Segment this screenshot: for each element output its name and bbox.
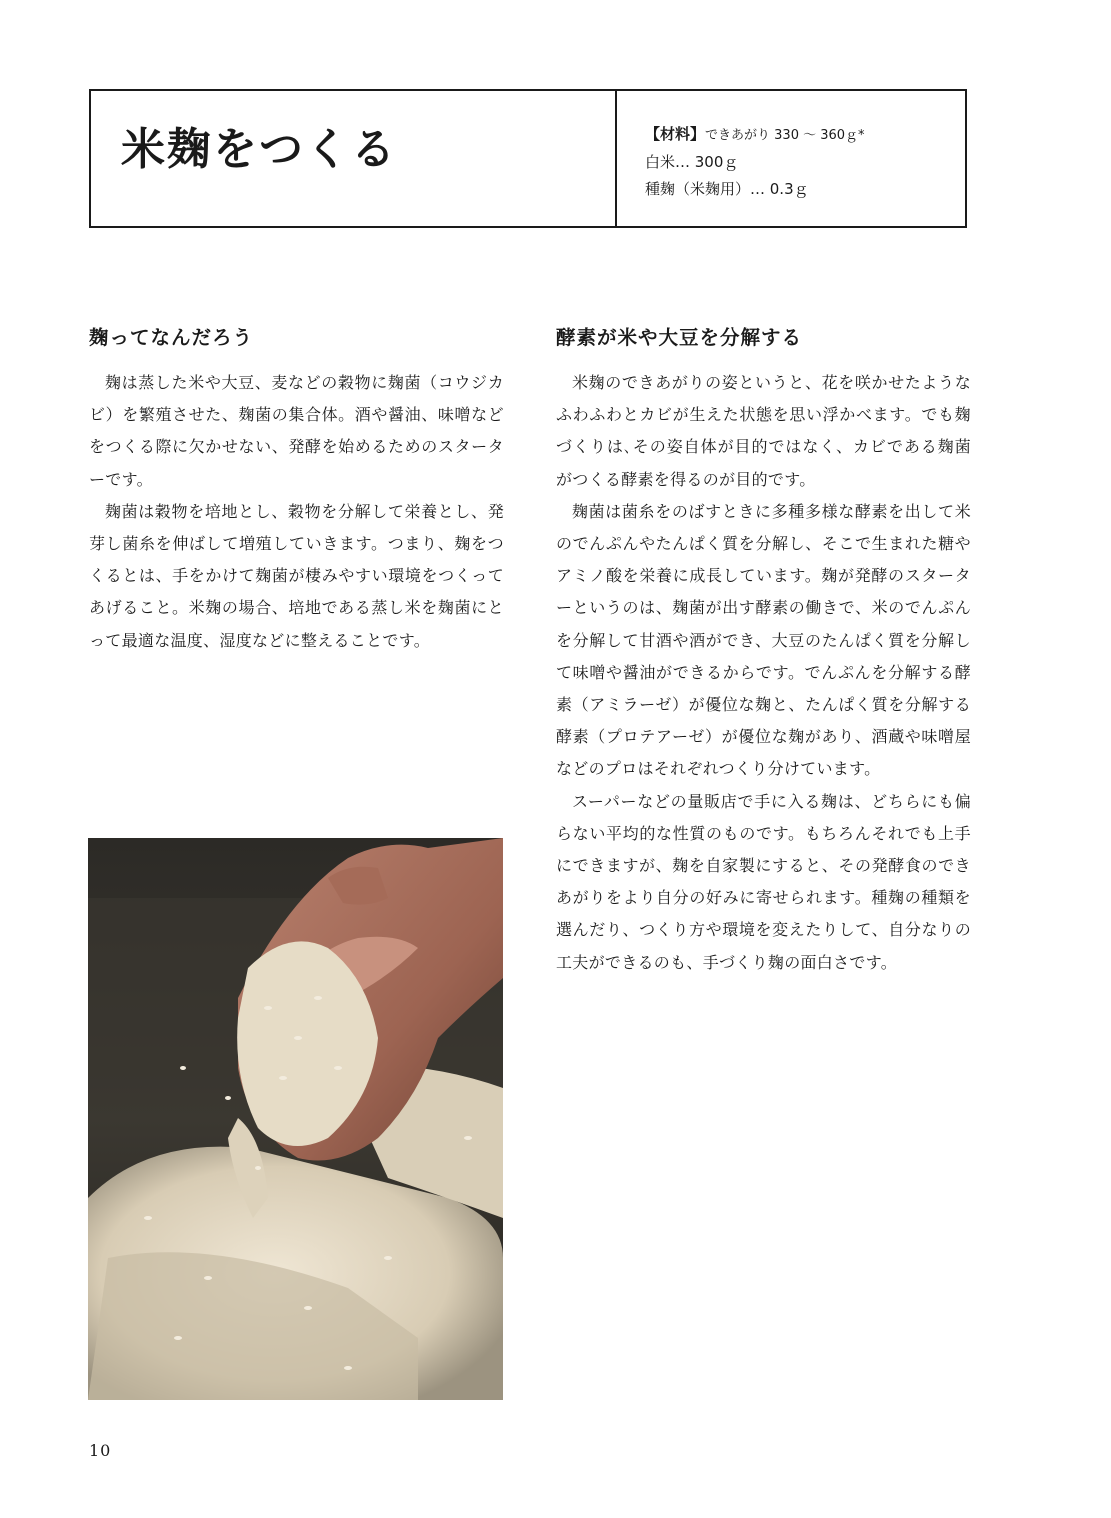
right-column-text [556,367,971,979]
ingredients-yield: できあがり 330 ～ 360ｇ* [705,128,865,143]
title-box [89,89,967,228]
left-column-text [89,367,504,657]
page-number: 10 [89,1441,112,1460]
left-paragraph: 麹菌は穀物を培地とし、穀物を分解して栄養とし、発芽し菌糸を伸ばして増殖していきます。つまり、麹をつくるとは、手をかけて麹菌が棲みやすい環境をつくってあげること。米麹の場合、培地である蒸し米を麹菌にとって最適な温度、湿度などに整えることです。 [89,501,504,650]
right-paragraph: スーパーなどの量販店で手に入る麹は、どちらにも偏らない平均的な性質のものです。もちろんそれでも上手にできますが、麹を自家製にすると、その発酵食のできあがりをより自分の好みに寄せられます。種麹の種類を選んだり、つくり方や環境を変えたりして、自分なりの工夫ができるのも、手づくり麹の面白さです。 [556,791,971,972]
title-cell [91,91,617,226]
hand-holding-rice-koji-photo [88,838,503,1400]
right-paragraph: 米麹のできあがりの姿というと、花を咲かせたようなふわふわとカビが生えた状態を思い浮かべます。でも麹づくりは､その姿自体が目的ではなく、カビである麹菌がつくる酵素を得るのが目的です。 [556,373,971,489]
ingredients-header [645,121,865,149]
right-section-heading: 酵素が米や大豆を分解する [556,326,803,349]
left-section-heading: 麹ってなんだろう [89,326,254,349]
left-paragraph: 麹は蒸した米や大豆、麦などの穀物に麹菌（コウジカビ）を繁殖させた、麹菌の集合体。酒や醤油、味噌などをつくる際に欠かせない、発酵を始めるためのスターターです。 [89,373,504,489]
right-paragraph: 麹菌は菌糸をのばすときに多種多様な酵素を出して米のでんぷんやたんぱく質を分解し、そこで生まれた糖やアミノ酸を栄養に成長しています。麹が発酵のスターターというのは、麹菌が出す酵素の働きで、米のでんぷんを分解して甘酒や酒ができ、大豆のたんぱく質を分解して味噌や醤油ができるからです。でんぷんを分解する酵素（アミラーゼ）が優位な麹と、たんぱく質を分解する酵素（プロテアーゼ）が優位な麹があり、酒蔵や味噌屋などのプロはそれぞれつくり分けています。 [556,501,971,779]
ingredients-label: 【材料】 [645,125,706,143]
ingredient-seed-koji: 種麹（米麹用）… 0.3ｇ [645,180,809,198]
ingredients-box [617,91,865,226]
page-title: 米麹をつくる [121,123,397,175]
ingredient-rice: 白米… 300ｇ [645,153,739,171]
